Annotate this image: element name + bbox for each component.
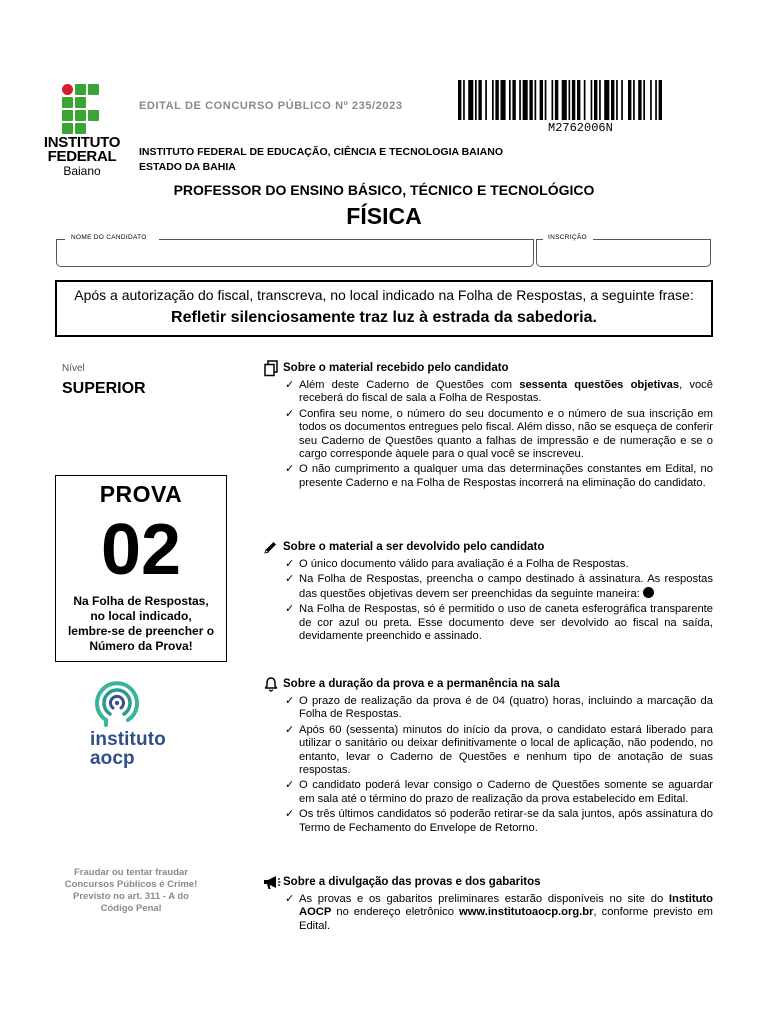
check-icon: ✓ (285, 808, 295, 821)
nivel-value: SUPERIOR (62, 380, 146, 397)
institution-name: INSTITUTO FEDERAL DE EDUCAÇÃO, CIÊNCIA E TECNOLOGIA BAIANO ESTADO DA BAHIA (139, 146, 504, 173)
frase-box (55, 280, 713, 337)
edital-number: EDITAL DE CONCURSO PÚBLICO Nº 235/2023 (139, 100, 403, 112)
check-icon: ✓ (285, 573, 295, 586)
pencil-icon (263, 538, 283, 556)
cargo-title: PROFESSOR DO ENSINO BÁSICO, TÉCNICO E TECNOLÓGICO (173, 182, 595, 198)
check-icon: ✓ (285, 893, 295, 905)
section-duracao-prova (263, 675, 713, 837)
frase-text: Refletir silenciosamente traz luz à estrada da sabedoria. (171, 309, 597, 326)
check-icon: ✓ (285, 379, 295, 391)
if-logo-grid-icon (62, 84, 104, 134)
if-logo-name: INSTITUTO FEDERAL (43, 134, 121, 165)
nome-candidato-label: NOME DO CANDIDATO (71, 234, 147, 241)
prova-number: 02 (100, 510, 182, 590)
check-icon: ✓ (285, 558, 295, 570)
section-title: Sobre o material recebido pelo candidato (283, 362, 509, 374)
list-item: ✓ O candidato poderá levar consigo o Caderno de Questões somente se aguardar em sala até o término do prazo de realização da prova estabelecido em Edital. (285, 779, 713, 805)
list-item: ✓ Além deste Caderno de Questões com sessenta questões objetivas, você receberá do fiscal de sala a Folha de Respostas. (285, 379, 713, 405)
frase-instruction: Após a autorização do fiscal, transcreva, no local indicado na Folha de Respostas, a seguinte frase: (74, 287, 694, 303)
megaphone-icon (263, 873, 283, 891)
prova-title: PROVA (99, 481, 183, 507)
check-icon: ✓ (285, 407, 295, 420)
section-title: Sobre o material a ser devolvido pelo candidato (283, 541, 545, 553)
filled-bubble-icon (643, 587, 654, 598)
aocp-logo-text: instituto aocp (90, 729, 166, 769)
check-icon: ✓ (285, 463, 295, 476)
list-item: ✓ O prazo de realização da prova é de 04 (quatro) horas, incluindo a marcação da Folha de Respostas. (285, 695, 713, 721)
if-logo-campus: Baiano (63, 164, 101, 178)
nome-candidato-field[interactable] (56, 234, 534, 267)
list-item: ✓ O não cumprimento a qualquer uma das determinações constantes em Edital, no presente Caderno e na Folha de Respostas incorrerá na eliminação do candidato. (285, 463, 713, 489)
list-item: ✓ Na Folha de Respostas, preencha o campo destinado à assinatura. As respostas das questões objetivas devem ser preenchidas da seguinte maneira: (285, 573, 713, 600)
check-icon: ✓ (285, 779, 295, 792)
list-item: ✓ As provas e os gabaritos preliminares estarão disponíveis no site do Instituto AOCP no endereço eletrônico www.institutoaocp.org.br, conforme previsto em Edital. (285, 893, 713, 932)
section-title: Sobre a duração da prova e a permanência na sala (283, 678, 560, 690)
nivel-label: Nível (62, 363, 85, 374)
check-icon: ✓ (285, 695, 295, 707)
aocp-logo-icon (92, 678, 142, 728)
list-item: ✓ Confira seu nome, o número do seu documento e o número de sua inscrição em todos os documentos entregues pelo fiscal. Além disso, não se esqueça de conferir seu Caderno de Questões quanto a falhas de impressão e de numeração e se o cargo corresponde àquele para o qual você se inscreveu. (285, 407, 713, 461)
list-item: ✓ Após 60 (sessenta) minutos do início da prova, o candidato estará liberado para utilizar o sanitário ou deixar definitivamente o local de aplicação, não podendo, no entanto, levar o Caderno de Questões e nenhum tipo de anotação de suas respostas. (285, 723, 713, 777)
section-material-devolvido (263, 538, 713, 645)
list-item: ✓ O único documento válido para avaliação é a Folha de Respostas. (285, 558, 629, 570)
section-divulgacao (263, 873, 713, 935)
section-material-recebido (263, 359, 713, 492)
prova-box (55, 475, 227, 662)
check-icon: ✓ (285, 723, 295, 736)
bell-icon (263, 675, 283, 693)
list-item: ✓ Os três últimos candidatos só poderão retirar-se da sala juntos, após assinatura do Termo de Fechamento do Envelope de Retorno. (285, 808, 713, 834)
disciplina-title: FÍSICA (346, 203, 422, 229)
prova-note: Na Folha de Respostas, no local indicado, lembre-se de preencher o Número da Prova! (67, 594, 215, 653)
inscricao-label: INSCRIÇÃO (548, 234, 587, 241)
barcode-code: M2762006N (548, 121, 613, 135)
site-link[interactable]: www.institutoaocp.org.br (459, 906, 594, 919)
section-title: Sobre a divulgação das provas e dos gabaritos (283, 876, 541, 888)
documents-icon (263, 359, 283, 377)
inscricao-field[interactable] (536, 234, 711, 267)
fraude-warning: Fraudar ou tentar fraudar Concursos Públicos é Crime! Previsto no art. 311 - A do Código Penal (64, 867, 198, 914)
barcode-icon (458, 80, 720, 120)
list-item: ✓ Na Folha de Respostas, só é permitido o uso de caneta esferográfica transparente de cor azul ou preta. Esse documento deve ser devolvido ao fiscal na saída, devidamente preenchido e assinado. (285, 603, 713, 643)
check-icon: ✓ (285, 603, 295, 616)
